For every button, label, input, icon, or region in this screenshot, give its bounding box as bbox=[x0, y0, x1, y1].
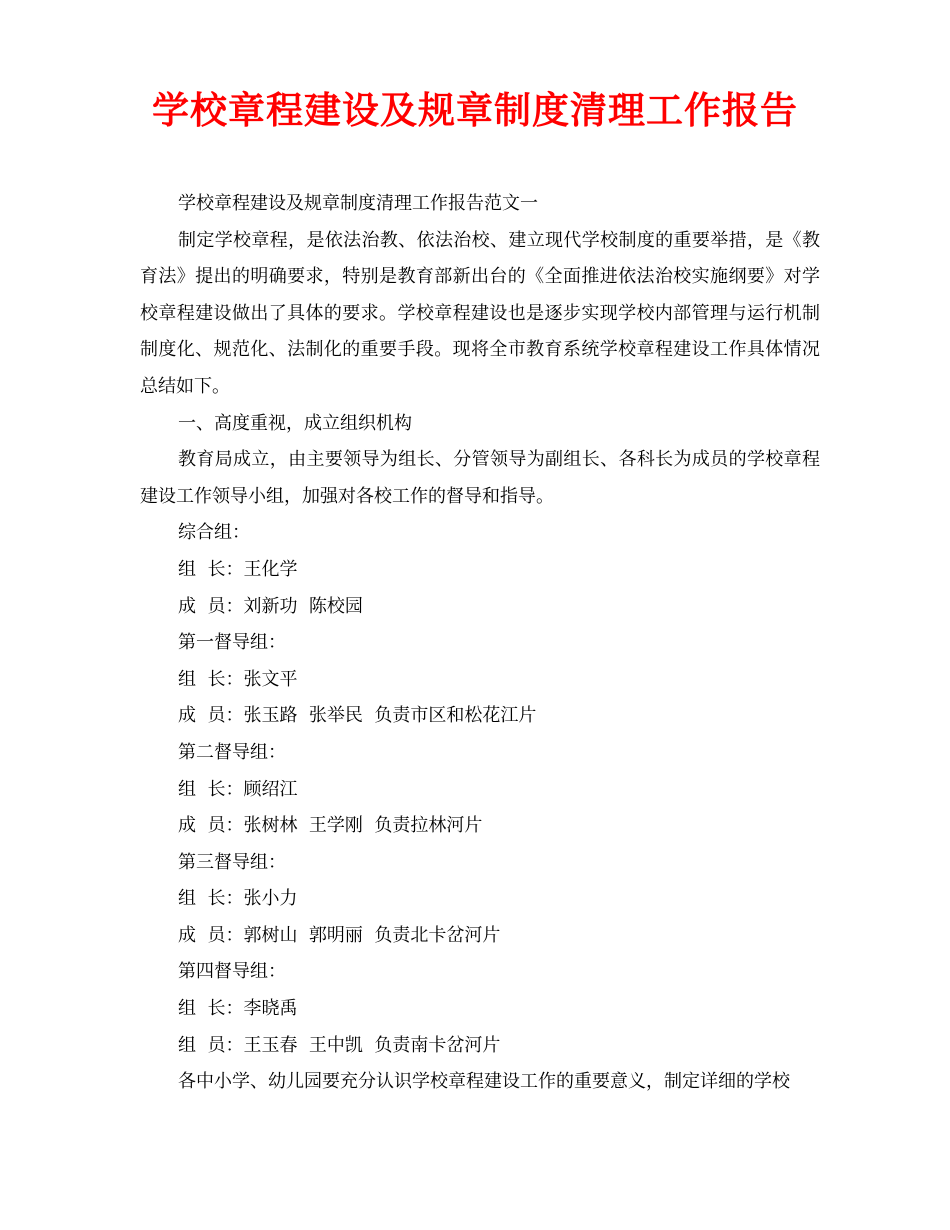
group-heading-4: 第四督导组： bbox=[178, 961, 286, 983]
group-members-2: 成 员：张树林 王学刚 负责拉林河片 bbox=[178, 815, 483, 837]
paragraph-intro: 制定学校章程，是依法治教、依法治校、建立现代学校制度的重要举措，是《教育法》提出的明确要求，特别是教育部新出台的《全面推进依法治校实施纲要》对学校章程建设做出了具体的要求。学校章程建设也是逐步实现学校内部管理与运行机制制度化、规范化、法制化的重要手段。现将全市教育系统学校章程建设工作具体情况总结如下。 bbox=[140, 229, 820, 397]
group-heading-2: 第二督导组： bbox=[178, 741, 286, 763]
group-leader-1: 组 长：张文平 bbox=[178, 668, 298, 690]
paragraph-org: 教育局成立，由主要领导为组长、分管领导为副组长、各科长为成员的学校章程建设工作领导小组，加强对各校工作的督导和指导。 bbox=[140, 449, 820, 507]
document-body bbox=[140, 186, 820, 1101]
group-members-3: 成 员：郭树山 郭明丽 负责北卡岔河片 bbox=[178, 924, 501, 946]
document-title: 学校章程建设及规章制度清理工作报告 bbox=[152, 88, 798, 132]
paragraph-intro-heading: 学校章程建设及规章制度清理工作报告范文一 bbox=[178, 193, 538, 214]
group-leader-3: 组 长：张小力 bbox=[178, 888, 298, 910]
group-leader-4: 组 长：李晓禹 bbox=[178, 998, 298, 1020]
section-heading-1: 一、高度重视，成立组织机构 bbox=[178, 412, 412, 434]
group-members-1: 成 员：张玉路 张举民 负责市区和松花江片 bbox=[178, 705, 537, 727]
paragraph-closing: 各中小学、幼儿园要充分认识学校章程建设工作的重要意义，制定详细的学校 bbox=[178, 1071, 790, 1093]
group-members-4: 组 员：王玉春 王中凯 负责南卡岔河片 bbox=[178, 1034, 501, 1056]
group-leader-2: 组 长：顾绍江 bbox=[178, 778, 298, 800]
group-heading-3: 第三督导组： bbox=[178, 851, 286, 873]
group-heading-general: 综合组： bbox=[178, 522, 250, 544]
group-leader-general: 组 长：王化学 bbox=[178, 558, 298, 580]
group-members-general: 成 员：刘新功 陈校园 bbox=[178, 595, 363, 617]
group-heading-1: 第一督导组： bbox=[178, 632, 286, 654]
